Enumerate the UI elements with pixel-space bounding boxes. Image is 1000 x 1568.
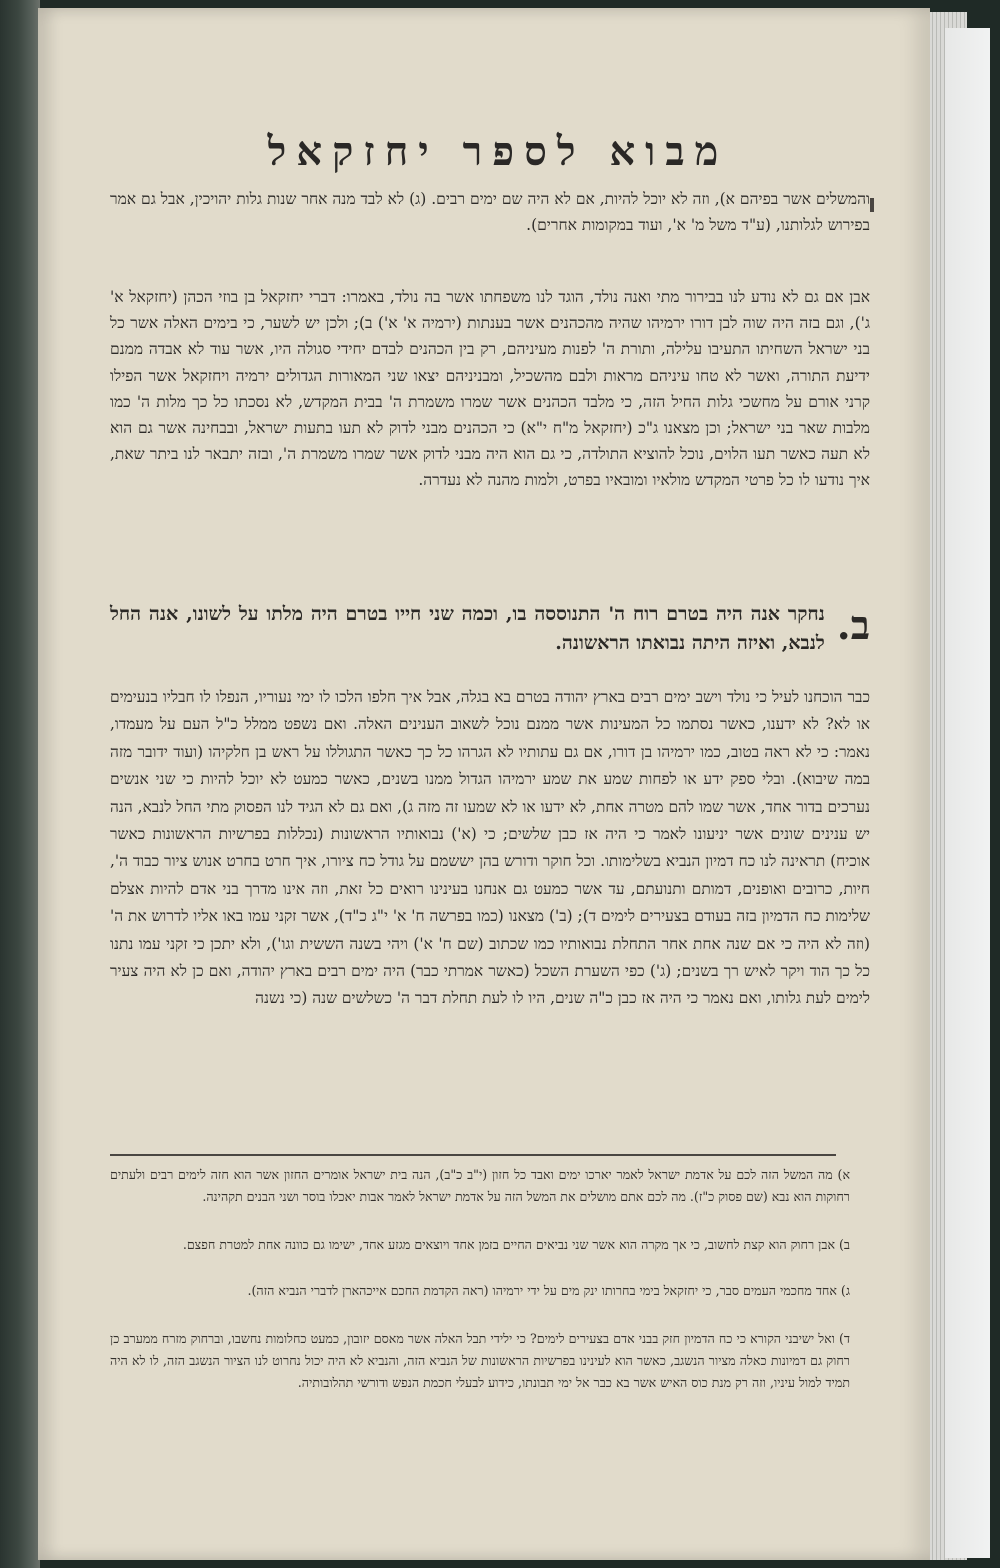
section-heading (110, 600, 870, 658)
next-page-edge (945, 28, 990, 1558)
book-binding (0, 0, 40, 1568)
footnote-3: ג) אחד מחכמי העמים סבר, כי יחזקאל בימי בחרותו ינק מים על ידי ירמיהו (ראה הקדמת החכם אייכהארן לדברי הנביא הזה). (247, 1283, 850, 1298)
footnote-1: א) מה המשל הזה לכם על אדמת ישראל לאמר יארכו ימים ואבד כל חזון (י"ב כ"ב), הנה בית ישראל אומרים החזון אשר הוא חזה לימים רבים ולעתים רחוקות הוא נבא (שם פסוק כ"ז). מה לכם אתם מושלים את המשל הזה על אדמת ישראל לאמר אבות יאכלו בוסר ושני הבנים תקהינה. (110, 1167, 850, 1204)
paragraph-lineage: אבן אם גם לא נודע לנו בבירור מתי ואנה נולד, הוגד לנו משפחתו אשר בה נולד, באמרו: דברי יחזקאל בן בוזי הכהן (יחזקאל א' ג'), וגם בזה היה שוה לבן דורו ירמיהו שהיה מהכהנים אשר בענתות (ירמיה א' א') ב); ולכן יש לשער, כי בימים האלה אשר כל בני ישראל השחיתו התעיבו עלילה, ותורת ה' לפנות מעיניהם, רק בין הכהנים לבדם יחידי סגולה היו, אשר עוד לא אבדה ממנם ידיעת התורה, ואשר לא טחו עיניהם מראות ולבם מהשכיל, ומבניניהם יצאו שני המאורות הגדולים ירמיה ויחזקאל אשר הפילו קרני אורם על מחשכי גלות החיל הזה, כי מלבד הכהנים אשר שמרו משמרת ה' בבית המקדש, לא נסכתו כל כך מלות ה' כמו מלבות שאר בני ישראל; וכן מצאנו ג"כ (יחזקאל מ"ח י"א) כי הכהנים מבני לדוק לא תעו בתעות ישראל, ובבחינה אשר גם הוא לא תעה כאשר תעו הלוים, נוכל להוציא התולדה, כי גם הוא היה מבני לדוק אשר שמרו משמרת ה', ובזה יתבאר לנו ביתר שאת, איך נודעו לו כל פרטי המקדש מולאיו ומובאיו בפרט, ולמות מהנה לא נעדרה. (110, 288, 870, 490)
footnote-divider (110, 1154, 836, 1156)
section-letter: ב. (836, 602, 870, 649)
page-title: מבוא לספר יחזקאל (267, 128, 729, 175)
margin-mark (870, 198, 874, 212)
footnote-2: ב) אבן רחוק הוא קצת לחשוב, כי אך מקרה הוא אשר שני נביאים החיים בזמן אחד ויוצאים מגזע אחד, ישימו גם כוונה אחת למטרת חפצם. (182, 1237, 850, 1252)
paragraph-youth: כבר הוכחנו לעיל כי נולד וישב ימים רבים בארץ יהודה בטרם בא בגלה, אבל איך חלפו הלכו לו ימי נעוריו, הנפלו לו חבליו בנעימים או לא? לא ידענו, כאשר נסתמו כל המעינות אשר ממנם נוכל לשאוב הענינים האלה. ואם נשפט ממלל כ"ל העם על מעמדו, נאמר: כי לא ראה בטוב, כמו ירמיהו בן דורו, אם גם עתותיו לא הגרהו כל כך כאשר התגוללו על ראש בן חלקיהו (ועוד ידובר מזה במה שיבוא). ובלי ספק ידע או לפחות שמע את שמע ירמיהו הגדול ממנו בשנים, כאשר כמעט לא יוכל להיות כי שני אנשים נערכים בדור אחד, אשר שמו להם מטרה אחת, לא ידעו או לא שמעו זה מזה ג), ואם גם לא הגיד לנו הפסוק מתי החל לנבא, הנה יש ענינים שונים אשר יניעונו לאמר כי היה אז כבן שלשים; כי (א') נבואותיו הראשונות (נכללות בפרשיות הראשונות כאשר אוכיח) תראינה לנו כח דמיון הנביא בשלימותו. וכל חוקר ודורש בהן יששמם על גודל כח ציורו, איך חרט בחרט אנוש ציור כבוד ה', חיות, כרובים ואופנים, דמותם ותנועתם, עד אשר כמעט גם אנחנו בעינינו רואים כל זאת, וזה אינו מדרך בני אדם להיות אצלם שלימות כח הדמיון בזה בעודם בצעירים לימים ד); (ב') מצאנו (כמו בפרשה ח' א' י"ג כ"ד), אשר זקני עמו באו אליו לדרוש את ה' (וזה לא היה כי אם שנה אחת אחר התחלת נבואותיו כמו שכתוב (שם ח' א') ויהי בשנה הששית וגו'), ולא יתכן כי זקני עמו נתנו כל כך הוד ויקר לאיש רך בשנים; (ג') כפי השערת השכל (כאשר אמרתי כבר) היה ימים רבים בארץ יהודה, ואם כן לא היה צעיר לימים לעת גלותו, ואם נאמר כי היה אז כבן כ"ה שנים, היו לו לעת תחלת דבר ה' כשלשים שנה (כי נשנה (110, 688, 870, 1008)
paragraph-continuation: והמשלים אשר בפיהם א), וזה לא יוכל להיות, אם לא היה שם ימים רבים. (ג) לא לבד מנה אחר שנות גלות יהויכין, אבל גם אמר בפירוש לגלותנו, (ע"ד משל מ' א', ועוד במקומות אחרים). (110, 190, 870, 234)
footnote-4: ד) ואל ישיבני הקורא כי כח הדמיון חזק בבני אדם בצעירים לימים? כי ילידי תבל האלה אשר מאסם יזובון, כמעט כחלומות נחשבו, וברחוק מזרח ממערב כן רחוק גם דמיונות כאלה מציור הנשגב, כאשר הוא לעינינו בפרשיות הראשונות של הנביא הזה, והנביא לא היה יכול נחרוט לנו הציור הנשגב הזה, לו לא היה תמיד למול עיניו, וזה רק מנת כוס האיש אשר בא כבר אל ימי תבונתו, כידוע לבעלי חכמת הנפש ודורשי תהלובותיה. (110, 1331, 850, 1390)
book-page (38, 8, 930, 1560)
section-question: נחקר אנה היה בטרם רוח ה' התנוססה בו, וכמה שני חייו בטרם היה מלתו על לשונו, אנה החל לנבא, ואיזה היתה נבואתו הראשונה. (110, 603, 825, 654)
